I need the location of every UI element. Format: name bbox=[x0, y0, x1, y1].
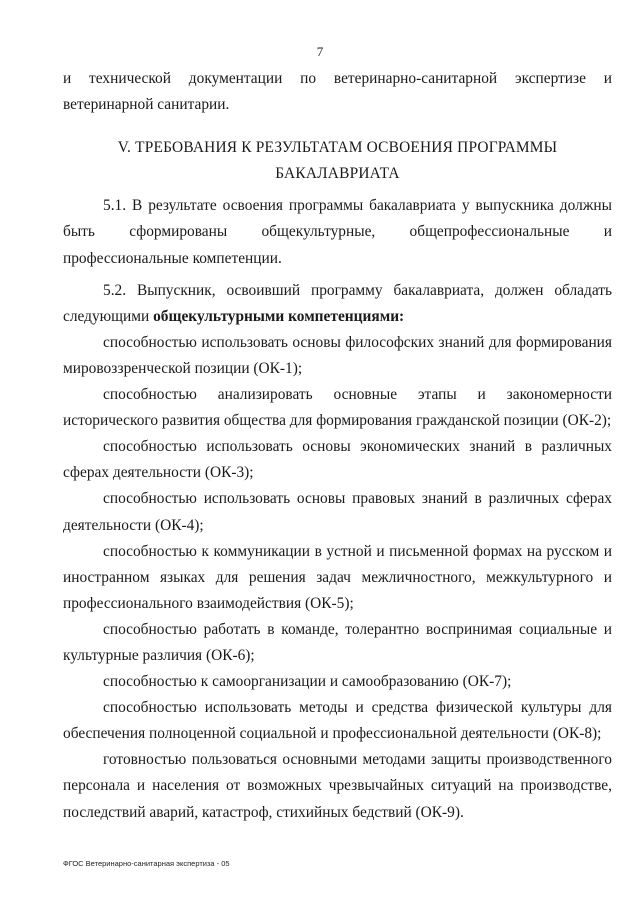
competency-ok-8: способностью использовать методы и средства физической культуры для обеспечения полноценной социальной и профессиональной деятельности (ОК-8); bbox=[63, 699, 612, 743]
competency-ok-4: способностью использовать основы правовых знаний в различных сферах деятельности (ОК-4); bbox=[63, 490, 612, 534]
document-footer: ФГОС Ветеринарно-санитарная экспертиза - 05 bbox=[63, 859, 230, 868]
competency-ok-5: способностью к коммуникации в устной и письменной формах на русском и иностранном языках для решения задач межличностного, межкультурного и профессионального взаимодействия (ОК-5); bbox=[63, 542, 612, 612]
competency-ok-2: способностью анализировать основные этапы и закономерности исторического развития общества для формирования гражданской позиции (ОК-2); bbox=[63, 386, 612, 430]
competency-ok-3: способностью использовать основы экономических знаний в различных сферах деятельности (ОК-3); bbox=[63, 438, 612, 482]
competency-ok-1: способностью использовать основы философских знаний для формирования мировоззренческой позиции (ОК-1); bbox=[63, 333, 612, 377]
paragraph-5-1: 5.1. В результате освоения программы бакалавриата у выпускника должны быть сформированы общекультурные, общепрофессиональные и профессиональные компетенции. bbox=[63, 197, 612, 267]
competencies-bold-label: общекультурными компетенциями: bbox=[153, 307, 405, 325]
paragraph-5-2 bbox=[63, 278, 612, 330]
competency-ok-9: готовностью пользоваться основными методами защиты производственного персонала и населения от возможных чрезвычайных ситуаций на производстве, последствий аварий, катастроф, стихийных бедствий (ОК-9). bbox=[63, 751, 612, 821]
section-heading: V. ТРЕБОВАНИЯ К РЕЗУЛЬТАТАМ ОСВОЕНИЯ ПРОГРАММЫ БАКАЛАВРИАТА bbox=[117, 139, 558, 183]
document-body bbox=[63, 66, 612, 826]
paragraph-5-2-text: 5.2. Выпускник, освоивший программу бакалавриата, должен обладать следующими bbox=[63, 281, 612, 325]
competency-ok-6: способностью работать в команде, толерантно воспринимая социальные и культурные различия (ОК-6); bbox=[63, 620, 612, 664]
continuation-paragraph: и технической документации по ветеринарно-санитарной экспертизе и ветеринарной санитарии. bbox=[63, 70, 612, 114]
competency-ok-7: способностью к самоорганизации и самообразованию (ОК-7); bbox=[103, 673, 512, 691]
page-number: 7 bbox=[316, 44, 324, 59]
